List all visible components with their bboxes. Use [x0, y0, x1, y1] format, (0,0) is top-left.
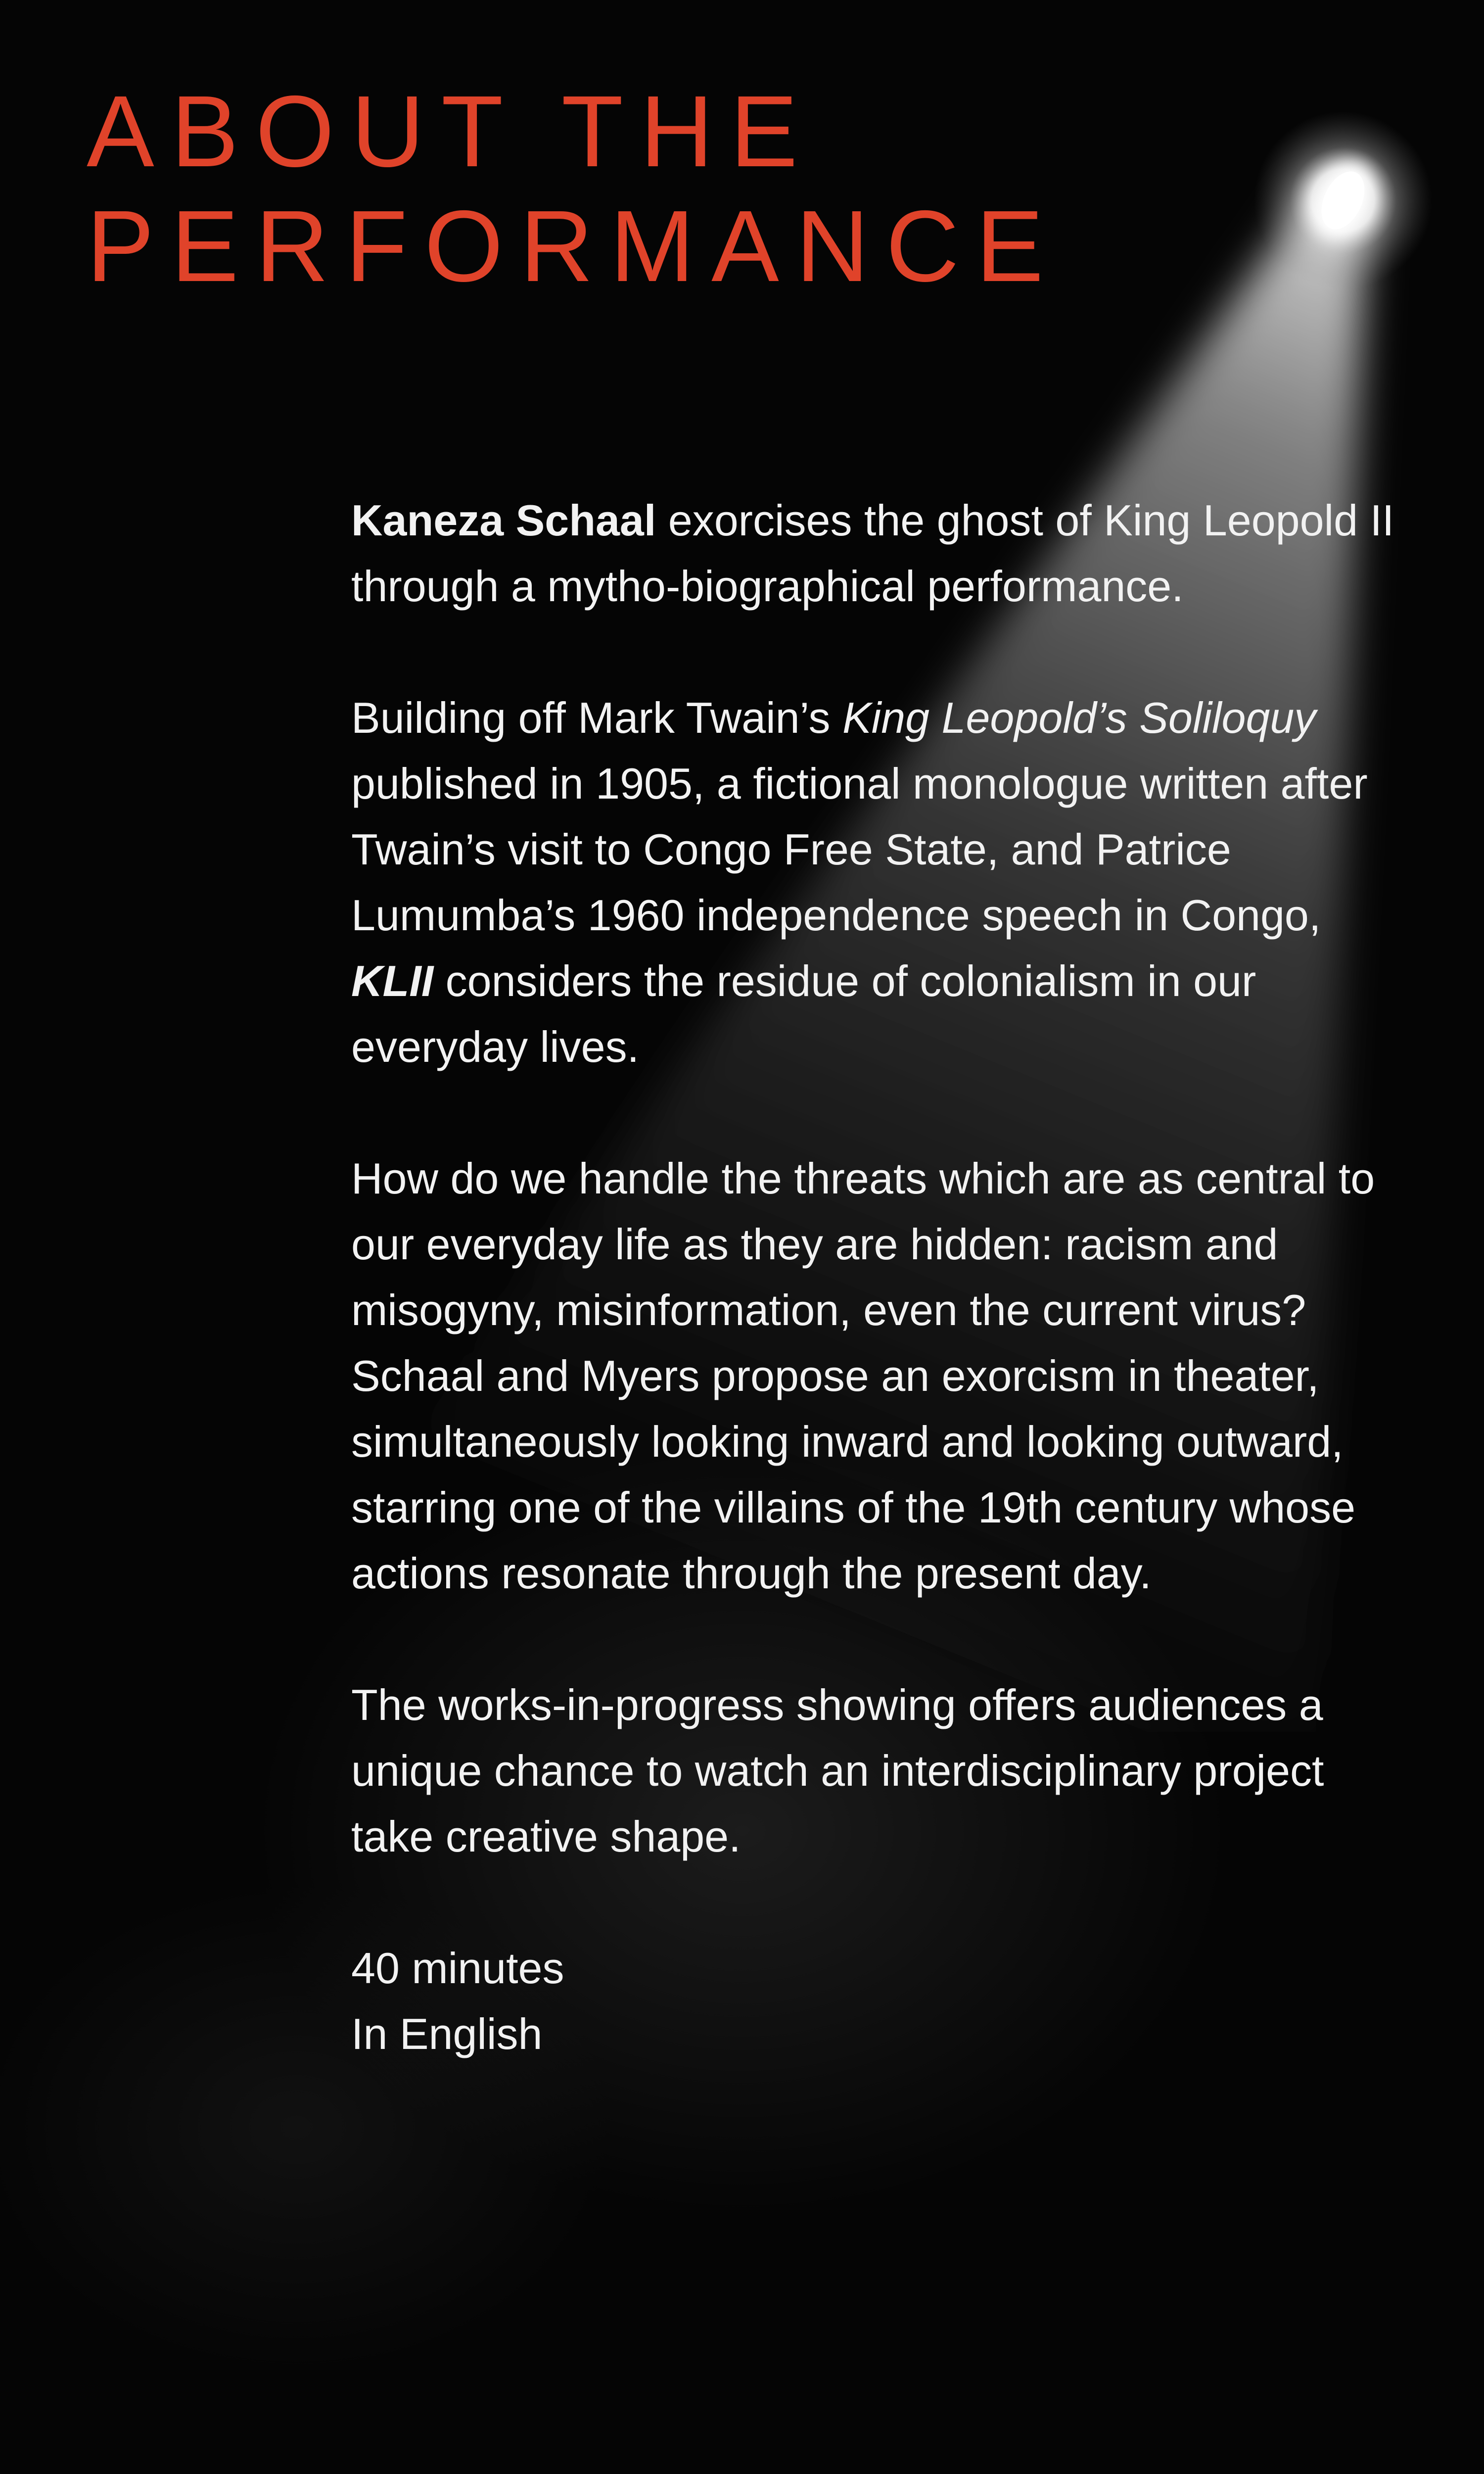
show-title: KLII — [351, 956, 434, 1005]
intro-paragraph — [351, 487, 1415, 619]
language: In English — [351, 2009, 543, 2058]
performance-description — [351, 487, 1415, 2067]
duration: 40 minutes — [351, 1944, 564, 1993]
intro-text: exorcises the ghost of King Leopold II through a mytho-biographical performance. — [351, 496, 1394, 611]
background-tail: considers the residue of colonialism in our everyday lives. — [351, 956, 1256, 1071]
title-line-2: PERFORMANCE — [87, 190, 1061, 303]
theme-paragraph: How do we handle the threats which are as central to our everyday life as they are hidden: racism and misogyny, misinformation, even the current virus? Schaal and Myers propose an exorcism in theater, simultaneously looking inward and looking outward, starring one of the villains of the 19th century whose actions resonate through the present day. — [351, 1154, 1375, 1598]
background-lead: Building off Mark Twain’s — [351, 693, 842, 742]
performance-details — [351, 1935, 1415, 2067]
title-line-1: ABOUT THE — [87, 75, 815, 188]
background-middle: published in 1905, a fictional monologue written after Twain’s visit to Congo Free State, and Patrice Lumumba’s 1960 independence speech in Congo, — [351, 759, 1368, 940]
artist-name: Kaneza Schaal — [351, 496, 656, 545]
book-title: King Leopold’s Soliloquy — [842, 693, 1316, 742]
showing-paragraph: The works-in-progress showing offers audiences a unique chance to watch an interdisciplinary project take creative shape. — [351, 1680, 1324, 1861]
background-paragraph — [351, 685, 1415, 1080]
page-title — [87, 74, 1061, 304]
